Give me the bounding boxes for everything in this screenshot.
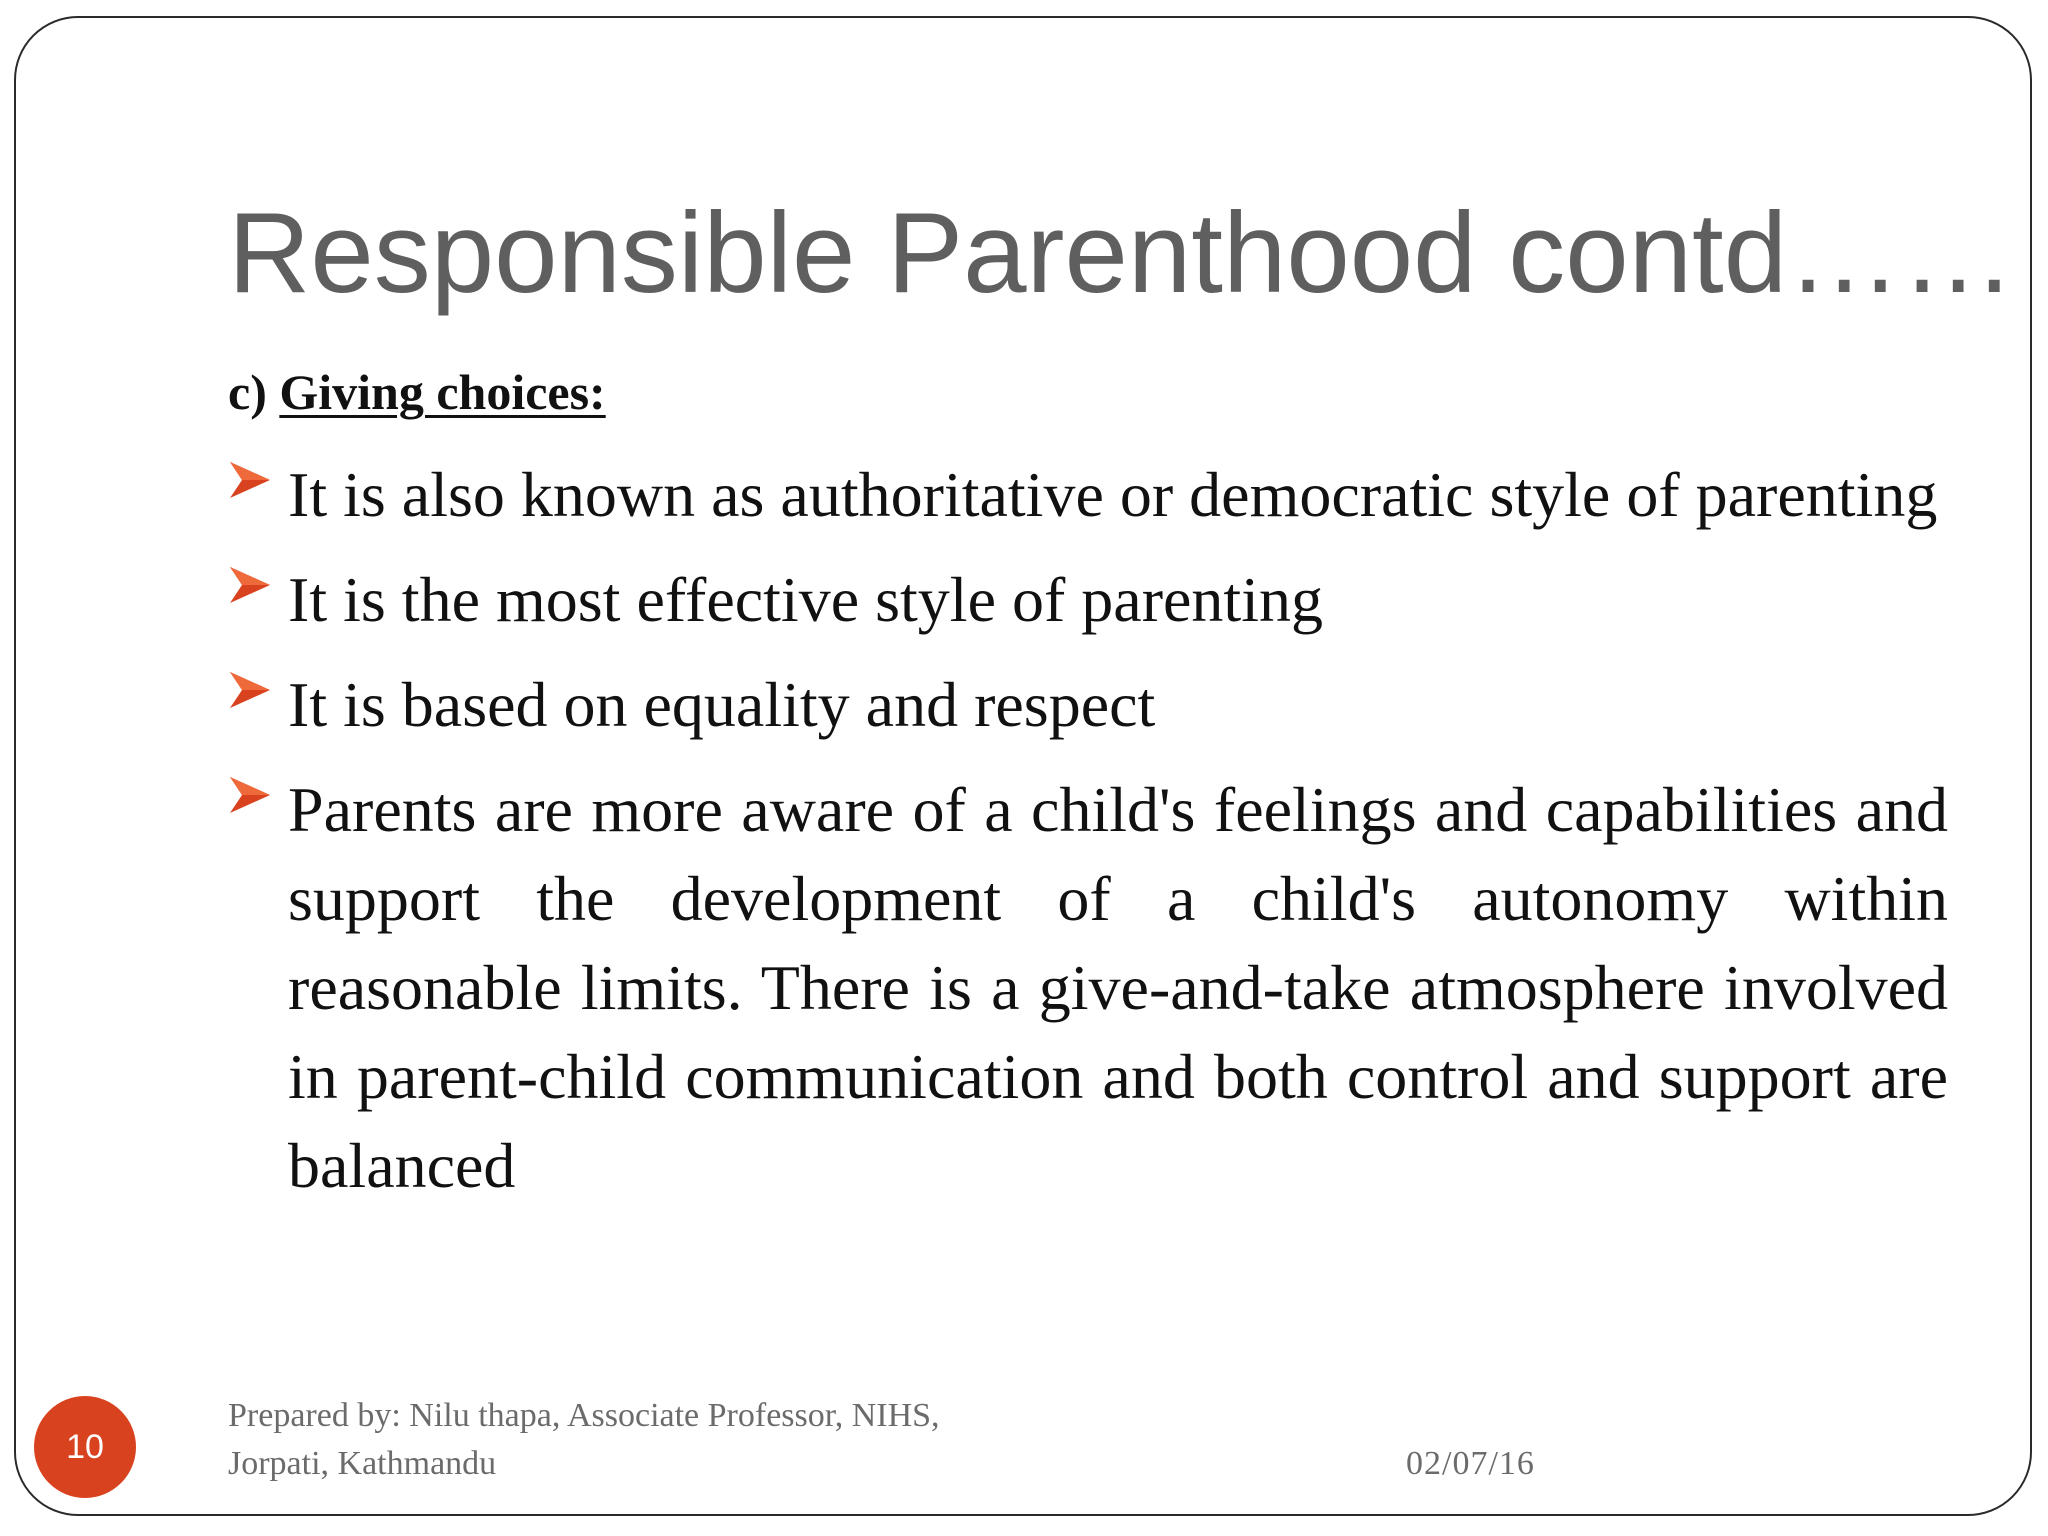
arrowhead-bullet-icon	[228, 773, 272, 817]
section-heading	[228, 360, 606, 424]
footer-credit-line1: Prepared by: Nilu thapa, Associate Professor, NIHS,	[228, 1397, 940, 1434]
slide-title: Responsible Parenthood contd……	[228, 190, 2016, 317]
footer-date: 02/07/16	[1406, 1445, 1535, 1482]
bullet-text: It is also known as authoritative or democratic style of parenting	[288, 459, 1938, 530]
bullet-item	[228, 555, 1948, 644]
page-number-badge: 10	[34, 1396, 136, 1498]
bullet-item	[228, 660, 1948, 749]
bullet-text: It is based on equality and respect	[288, 669, 1156, 740]
bullet-text: It is the most effective style of parenting	[288, 564, 1323, 635]
section-prefix: c)	[228, 364, 280, 420]
arrowhead-bullet-icon	[228, 458, 272, 502]
arrowhead-bullet-icon	[228, 668, 272, 712]
bullet-item	[228, 765, 1948, 1210]
slide	[14, 16, 2032, 1516]
bullet-item	[228, 450, 1948, 539]
bullet-list	[228, 450, 1948, 1226]
section-heading-text: Giving choices:	[279, 364, 606, 420]
bullet-text: Parents are more aware of a child's feelings and capabilities and support the development of a child's autonomy within reasonable limits. There is a give-and-take atmosphere involved in parent-child communication and both control and support are balanced	[288, 774, 1948, 1201]
arrowhead-bullet-icon	[228, 563, 272, 607]
footer-credit-line2: Jorpati, Kathmandu	[228, 1445, 497, 1482]
footer-credit	[228, 1392, 940, 1488]
